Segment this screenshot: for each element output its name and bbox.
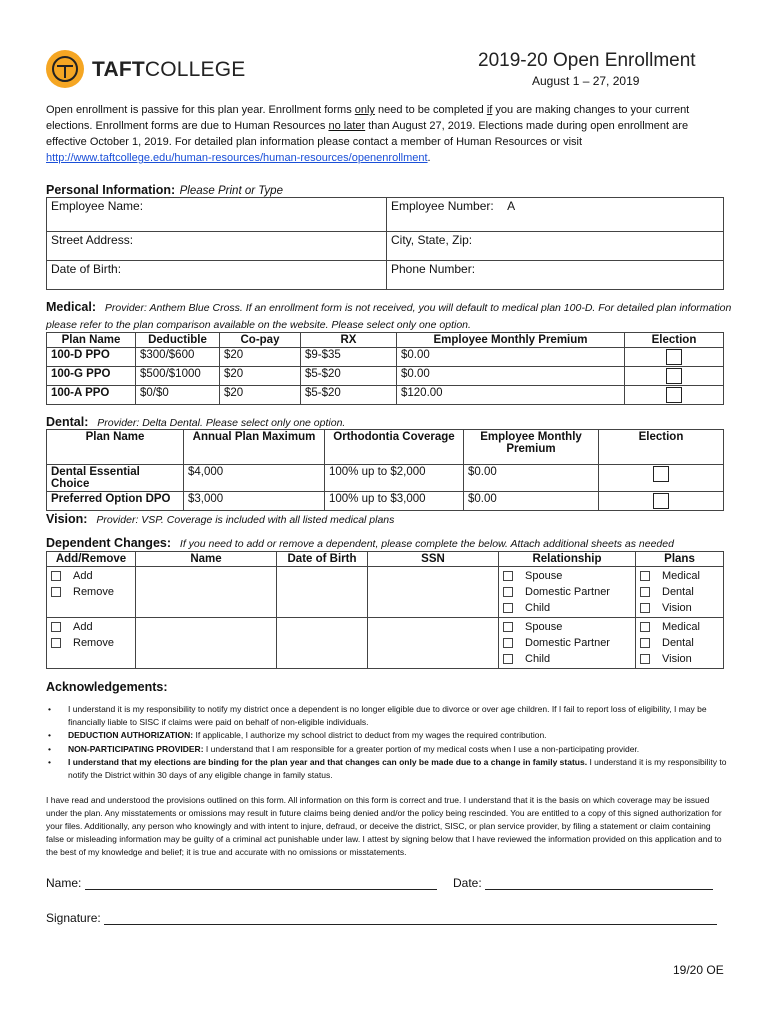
medical-row: 100-A PPO $0/$0 $20 $5-$20 $120.00 <box>47 386 724 405</box>
dependent-ssn-field[interactable] <box>368 567 499 618</box>
child-checkbox[interactable] <box>503 654 513 664</box>
ack-item: • NON-PARTICIPATING PROVIDER: I understand that I am responsible for a greater portion of my medical costs when I use a non-participating provider. <box>46 743 736 756</box>
document-title: 2019-20 Open Enrollment <box>478 50 696 71</box>
add-checkbox[interactable] <box>51 571 61 581</box>
intro-paragraph: Open enrollment is passive for this plan year. Enrollment forms only need to be completed if you are making changes to your current elections. Enrollment forms are due to Human Resources no later than August 27, 2019. Elections made during open enrollment are effective October 1, 2019. For detailed plan information please contact a member of Human Resources or visit http://www.taftcollege.edu/human-resources/human-resources/openenrollment. <box>46 104 690 164</box>
medical-col-plan: Plan Name <box>47 333 136 348</box>
vision-heading: Vision: Provider: VSP. Coverage is included with all listed medical plans <box>46 512 395 526</box>
dental-preferred-checkbox[interactable] <box>653 493 669 509</box>
dependent-ssn-field[interactable] <box>368 618 499 669</box>
employee-number-field[interactable]: Employee Number: A <box>387 198 724 232</box>
acknowledgements-heading: Acknowledgements: <box>46 680 168 694</box>
dental-heading: Dental: Provider: Delta Dental. Please select only one option. <box>46 415 346 429</box>
medical-col-election: Election <box>625 333 724 348</box>
spouse-checkbox[interactable] <box>503 571 513 581</box>
domestic-partner-checkbox[interactable] <box>503 587 513 597</box>
spouse-checkbox[interactable] <box>503 622 513 632</box>
medical-checkbox[interactable] <box>640 571 650 581</box>
brand-bold: TAFT <box>92 58 145 81</box>
medical-checkbox[interactable] <box>640 622 650 632</box>
dental-checkbox[interactable] <box>640 638 650 648</box>
dental-essential-checkbox[interactable] <box>653 466 669 482</box>
dental-col-plan: Plan Name <box>47 430 184 465</box>
open-enrollment-link[interactable]: http://www.taftcollege.edu/human-resources/human-resources/openenrollment <box>46 152 428 164</box>
dependent-row: Add Remove Spouse Domestic Partner Child Medical Dental Vision <box>47 618 724 669</box>
signature-input[interactable] <box>104 914 717 925</box>
dental-checkbox[interactable] <box>640 587 650 597</box>
form-code: 19/20 OE <box>673 963 724 977</box>
medical-100d-checkbox[interactable] <box>666 349 682 365</box>
dependent-name-field[interactable] <box>136 618 277 669</box>
dependent-heading: Dependent Changes: If you need to add or remove a dependent, please complete the below. Attach additional sheets as needed <box>46 536 674 550</box>
child-checkbox[interactable] <box>503 603 513 613</box>
remove-checkbox[interactable] <box>51 587 61 597</box>
name-input[interactable] <box>85 879 437 890</box>
tc-monogram-icon <box>52 56 78 82</box>
medical-100g-checkbox[interactable] <box>666 368 682 384</box>
ack-item: • I understand that my elections are binding for the plan year and that changes can only be made due to a change in family status. I understand it is my responsibility to notify the District within 30 days of any eligible change in family status. <box>46 756 736 781</box>
medical-col-deductible: Deductible <box>136 333 220 348</box>
city-state-zip-field[interactable]: City, State, Zip: <box>387 232 724 261</box>
dependent-row: Add Remove Spouse Domestic Partner Child Medical Dental Vision <box>47 567 724 618</box>
ack-item: • I understand it is my responsibility to notify my district once a dependent is no longer eligible due to divorce or over age children. If I fail to report loss of eligibility, I may be financially liable to SISC if claims were paid on behalf of non-eligible individuals. <box>46 703 736 728</box>
dental-col-ortho: Orthodontia Coverage <box>325 430 464 465</box>
phone-number-field[interactable]: Phone Number: <box>387 261 724 290</box>
employee-name-field[interactable]: Employee Name: <box>47 198 387 232</box>
street-address-field[interactable]: Street Address: <box>47 232 387 261</box>
dental-col-premium: Employee Monthly Premium <box>464 430 599 465</box>
brand-rest: COLLEGE <box>144 58 246 81</box>
dental-row: Dental Essential Choice $4,000 100% up to $2,000 $0.00 <box>47 465 724 492</box>
certification-statement: I have read and understood the provisions outlined on this form. All information on this form is correct and true. I understand that it is the basis on which coverage may be issued under the plan. Any misstatements or omissions may result in future claims being denied and/or the policy being rescinded. You are entitled to a copy of this signed authorization for your files. Additionally, any person who knowingly and with intent to injure, defraud, or deceive the district, SISC, or plan service provider, by filing a statement or claim containing false or misleading information may be guilty of a criminal act punishable under law. I attest by signing below that I have reviewed the information provided on this application and to the best of my knowledge and belief; it is true and accurate with no omissions or misstatements. <box>46 795 722 857</box>
date-line: Date: <box>453 876 713 890</box>
dependent-table: Add/Remove Name Date of Birth SSN Relationship Plans Add Remove Spouse Domestic Partner Child Medical Dental Vision Add Remove Spouse Domestic Partner Child Medical Dental Vision <box>46 551 724 669</box>
personal-info-table <box>46 197 724 290</box>
medical-row: 100-G PPO $500/$1000 $20 $5-$20 $0.00 <box>47 367 724 386</box>
dependent-dob-field[interactable] <box>277 618 368 669</box>
date-of-birth-field[interactable]: Date of Birth: <box>47 261 387 290</box>
remove-checkbox[interactable] <box>51 638 61 648</box>
ack-item: • DEDUCTION AUTHORIZATION: If applicable, I authorize my school district to deduct from my wages the required contribution. <box>46 729 736 742</box>
dependent-dob-field[interactable] <box>277 567 368 618</box>
medical-plans-table <box>46 332 724 405</box>
vision-checkbox[interactable] <box>640 603 650 613</box>
dependent-name-field[interactable] <box>136 567 277 618</box>
medical-col-premium: Employee Monthly Premium <box>397 333 625 348</box>
dental-row: Preferred Option DPO $3,000 100% up to $3,000 $0.00 <box>47 492 724 511</box>
medical-row: 100-D PPO $300/$600 $20 $9-$35 $0.00 <box>47 348 724 367</box>
acknowledgements-list <box>46 703 736 782</box>
signature-line: Signature: <box>46 911 717 925</box>
taft-college-logo <box>46 50 84 88</box>
domestic-partner-checkbox[interactable] <box>503 638 513 648</box>
medical-heading: Medical: Provider: Anthem Blue Cross. If an enrollment form is not received, you will default to medical plan 100-D. For detailed plan information please refer to the plan comparison available on the website. Please select only one option. <box>46 300 732 331</box>
date-input[interactable] <box>485 879 713 890</box>
enrollment-dates: August 1 – 27, 2019 <box>532 74 640 88</box>
medical-col-rx: RX <box>301 333 397 348</box>
dental-plans-table <box>46 429 724 511</box>
brand-name <box>92 58 246 82</box>
personal-info-heading: Personal Information: Please Print or Type <box>46 183 283 197</box>
add-checkbox[interactable] <box>51 622 61 632</box>
name-line: Name: <box>46 876 437 890</box>
dental-col-election: Election <box>599 430 724 465</box>
vision-checkbox[interactable] <box>640 654 650 664</box>
medical-100a-checkbox[interactable] <box>666 387 682 403</box>
medical-col-copay: Co-pay <box>220 333 301 348</box>
dental-col-max: Annual Plan Maximum <box>184 430 325 465</box>
